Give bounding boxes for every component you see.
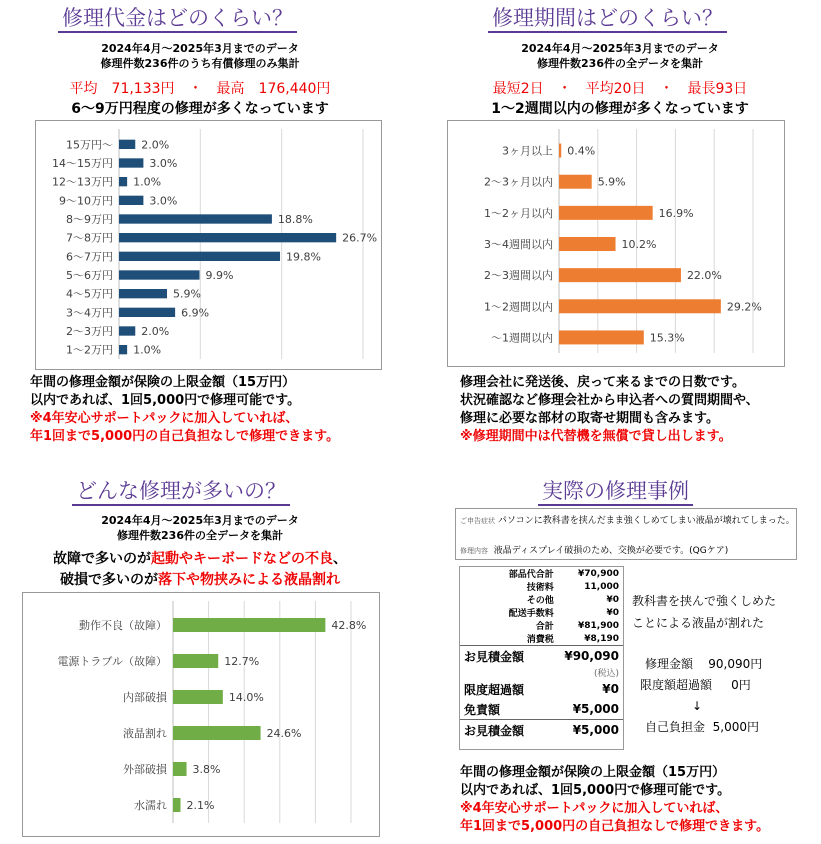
bar [119,233,336,242]
cost-title: 修理代金はどのくらい？ [58,5,297,33]
value-label: 3.0% [149,194,178,208]
category-label: ～1週間以内 [491,331,553,345]
bar [119,289,167,298]
category-label: 3～4週間以内 [484,238,553,251]
bar [559,330,644,344]
category-label: 4～5万円 [66,287,113,301]
category-label: 9～10万円 [59,194,113,208]
bar [119,140,135,149]
category-label: 3～4万円 [66,306,113,320]
fee-label: 修理金額 [645,657,694,671]
cost-chart [35,120,382,370]
bar [559,206,653,220]
value-label: 1.0% [133,175,162,189]
period-range: 2024年4月～2025年3月までのデータ [521,42,719,55]
row-label: 技術料 [526,583,554,593]
estimate-row [460,606,623,619]
types-subtitle [0,513,400,543]
category-label: 2～3週間以内 [484,269,553,283]
value-label: 5.9% [172,287,201,301]
value-label: 2.0% [141,325,170,338]
value-label: 14.0% [228,691,264,704]
bar [173,690,223,704]
bar [173,798,180,812]
row-label: 合計 [535,622,554,632]
types-scope: 修理件数236件の全データを集計 [117,529,283,542]
estimate-row [460,619,623,632]
bar [173,618,325,632]
category-label: 1～2ヶ月以内 [484,206,553,220]
bar [173,726,261,740]
value-label: 3.0% [149,157,178,170]
fee-value: 90,090円 [708,657,763,671]
estimate-row [460,720,623,741]
row-label: 部品代合計 [508,570,554,580]
row-value: ¥0 [606,607,619,618]
types-period: 2024年4月～2025年3月までのデータ [101,514,299,527]
value-label: 6.9% [181,306,210,320]
value-label: 5.9% [597,175,626,189]
row-label: 消費税 [526,635,554,645]
value-label: 2.0% [141,138,170,152]
types-lead-2 [0,569,400,589]
example-summary [640,654,762,738]
category-label: 電源トラブル（故障） [57,655,167,668]
types-title: どんな修理が多いの？ [72,478,290,506]
cost-lead: 6～9万円程度の修理が多くなっています [71,101,329,117]
bar [119,252,280,261]
red-note-line: ※修理期間中は代替機を無償で貸し出します。 [460,429,732,444]
arrow-down-icon: ↓ [692,699,703,713]
category-label: 1～2万円 [66,343,113,357]
note-line: 状況確認など修理会社から申込者への質問期間や、 [460,393,759,408]
lead-text: 、 [333,551,347,567]
bar [119,196,143,205]
period-subtitle [420,41,820,71]
category-label: 2～3ヶ月以内 [484,175,553,189]
period-lead: 1～2週間以内の修理が多くなっています [491,101,749,117]
category-label: 6～7万円 [66,250,113,264]
period-notes [460,374,759,446]
category-label: 外部破損 [123,763,167,776]
bar [559,268,681,282]
cost-notes [30,374,339,446]
over-value: 0円 [731,678,751,692]
category-label: 2～3万円 [66,325,113,338]
note-line: 年間の修理金額が保険の上限金額（15万円） [460,765,726,780]
estimate-row [460,699,623,720]
bar [559,175,592,189]
types-lead-1 [0,548,400,568]
estimate-row [460,679,623,699]
category-label: 12～13万円 [52,175,113,189]
repair-text: 液晶ディスプレイ破損のため、交換が必要です。(QGケア) [493,546,729,556]
row-value: ¥70,900 [578,568,619,579]
category-label: 15万円～ [66,138,113,152]
example-cause [632,590,776,634]
red-note-line: 年1回まで5,000円の自己負担なしで修理できます。 [30,429,340,444]
row-label: 限度超過額 [464,682,525,697]
value-label: 0.4% [567,144,596,158]
lead-highlight: 起動やキーボードなどの不良 [151,551,333,567]
symptom-label: ご申告症状 [460,517,495,525]
estimate-row [460,567,623,580]
value-label: 9.9% [205,269,234,282]
cause-line: 教科書を挟んで強くしめた [632,594,777,608]
cause-line: ことによる液晶が割れた [632,616,765,630]
example-title: 実際の修理事例 [538,478,693,506]
value-label: 42.8% [331,619,367,632]
cost-period: 2024年4月～2025年3月までのデータ [101,42,299,55]
bar [173,762,187,776]
value-label: 15.3% [649,331,685,345]
value-label: 18.8% [277,213,313,226]
category-label: 水濡れ [134,799,167,812]
row-value: 11,000 [584,581,619,592]
bar [119,326,135,335]
value-label: 16.9% [658,206,694,220]
bar [119,308,175,317]
bar [119,177,127,186]
category-label: 内部破損 [123,691,167,704]
period-chart [447,120,785,367]
row-label: お見積金額 [464,723,525,738]
estimate-table [459,566,624,750]
row-value: ¥90,090 [564,649,619,663]
lead-text: 破損で多いのが [60,572,158,588]
bar [119,345,127,354]
note-line: 以内であれば、1回5,000円で修理可能です。 [460,783,731,798]
symptom-text: パソコンに教科書を挟んだまま強くしめてしまい液晶が壊れてしまった。 [497,516,795,526]
lead-text: 故障で多いのが [53,551,151,567]
period-title: 修理期間はどのくらい？ [488,5,727,33]
cost-subtitle [0,41,400,71]
bar [119,270,200,279]
row-value: ¥81,900 [578,620,619,631]
category-label: 動作不良（故障） [79,619,167,632]
value-label: 22.0% [686,269,722,283]
value-label: 1.0% [133,343,162,357]
category-label: 1～2週間以内 [484,300,553,314]
category-label: 8～9万円 [66,213,113,226]
row-value: ¥0 [602,682,619,696]
cost-stats: 平均 71,133円 ・ 最高 176,440円 [69,81,331,97]
row-label: その他 [526,596,554,606]
value-label: 3.8% [192,763,221,776]
note-line: 年間の修理金額が保険の上限金額（15万円） [30,375,296,390]
value-label: 19.8% [286,250,321,264]
row-label: 免責額 [464,702,501,717]
estimate-row [460,593,623,606]
row-label: 配送手数料 [508,609,554,619]
value-label: 29.2% [726,300,762,314]
value-label: 12.7% [224,655,260,668]
repair-label: 修理内容 [460,547,488,555]
red-note-line: 年1回まで5,000円の自己負担なしで修理できます。 [460,819,770,834]
estimate-row [460,646,623,667]
period-scope: 修理件数236件の全データを集計 [537,57,703,70]
row-value: ¥5,000 [572,723,619,737]
note-line: 修理に必要な部材の取寄せ期間も含みます。 [460,411,719,426]
value-label: 2.1% [186,799,215,812]
example-report [455,508,797,560]
row-value: ¥5,000 [572,702,619,716]
category-label: 7～8万円 [66,231,113,245]
tax-note-row [460,666,623,679]
estimate-row [460,580,623,593]
bar [559,237,616,251]
value-label: 24.6% [266,727,302,740]
note-line: 修理会社に発送後、戻って来るまでの日数です。 [460,375,745,390]
value-label: 26.7% [342,231,378,245]
over-label: 限度額超過額 [640,678,713,692]
lead-highlight: 落下や物挟みによる液晶割れ [158,572,340,588]
red-note-line: ※4年安心サポートパックに加入していれば、 [30,411,299,426]
example-notes [460,764,769,836]
category-label: 5～6万円 [66,269,113,282]
note-line: 以内であれば、1回5,000円で修理可能です。 [30,393,301,408]
bar [173,654,218,668]
bar [559,144,561,158]
self-value: 5,000円 [712,720,760,734]
category-label: 液晶割れ [123,727,167,740]
cost-scope: 修理件数236件のうち有償修理のみ集計 [100,57,300,70]
red-note-line: ※4年安心サポートパックに加入していれば、 [460,801,729,816]
row-label: お見積金額 [464,649,525,664]
self-label: 自己負担金 [645,720,706,734]
row-value: ¥0 [606,594,619,605]
bar [559,299,721,313]
period-stats: 最短2日 ・ 平均20日 ・ 最長93日 [492,81,748,97]
tax-note: (税込) [593,669,619,679]
types-chart [22,592,380,837]
bar [119,214,272,223]
value-label: 10.2% [621,238,657,251]
row-value: ¥8,190 [584,633,619,644]
category-label: 3ヶ月以上 [502,144,553,158]
bar [119,158,143,167]
estimate-row [460,632,623,646]
category-label: 14～15万円 [52,157,113,170]
